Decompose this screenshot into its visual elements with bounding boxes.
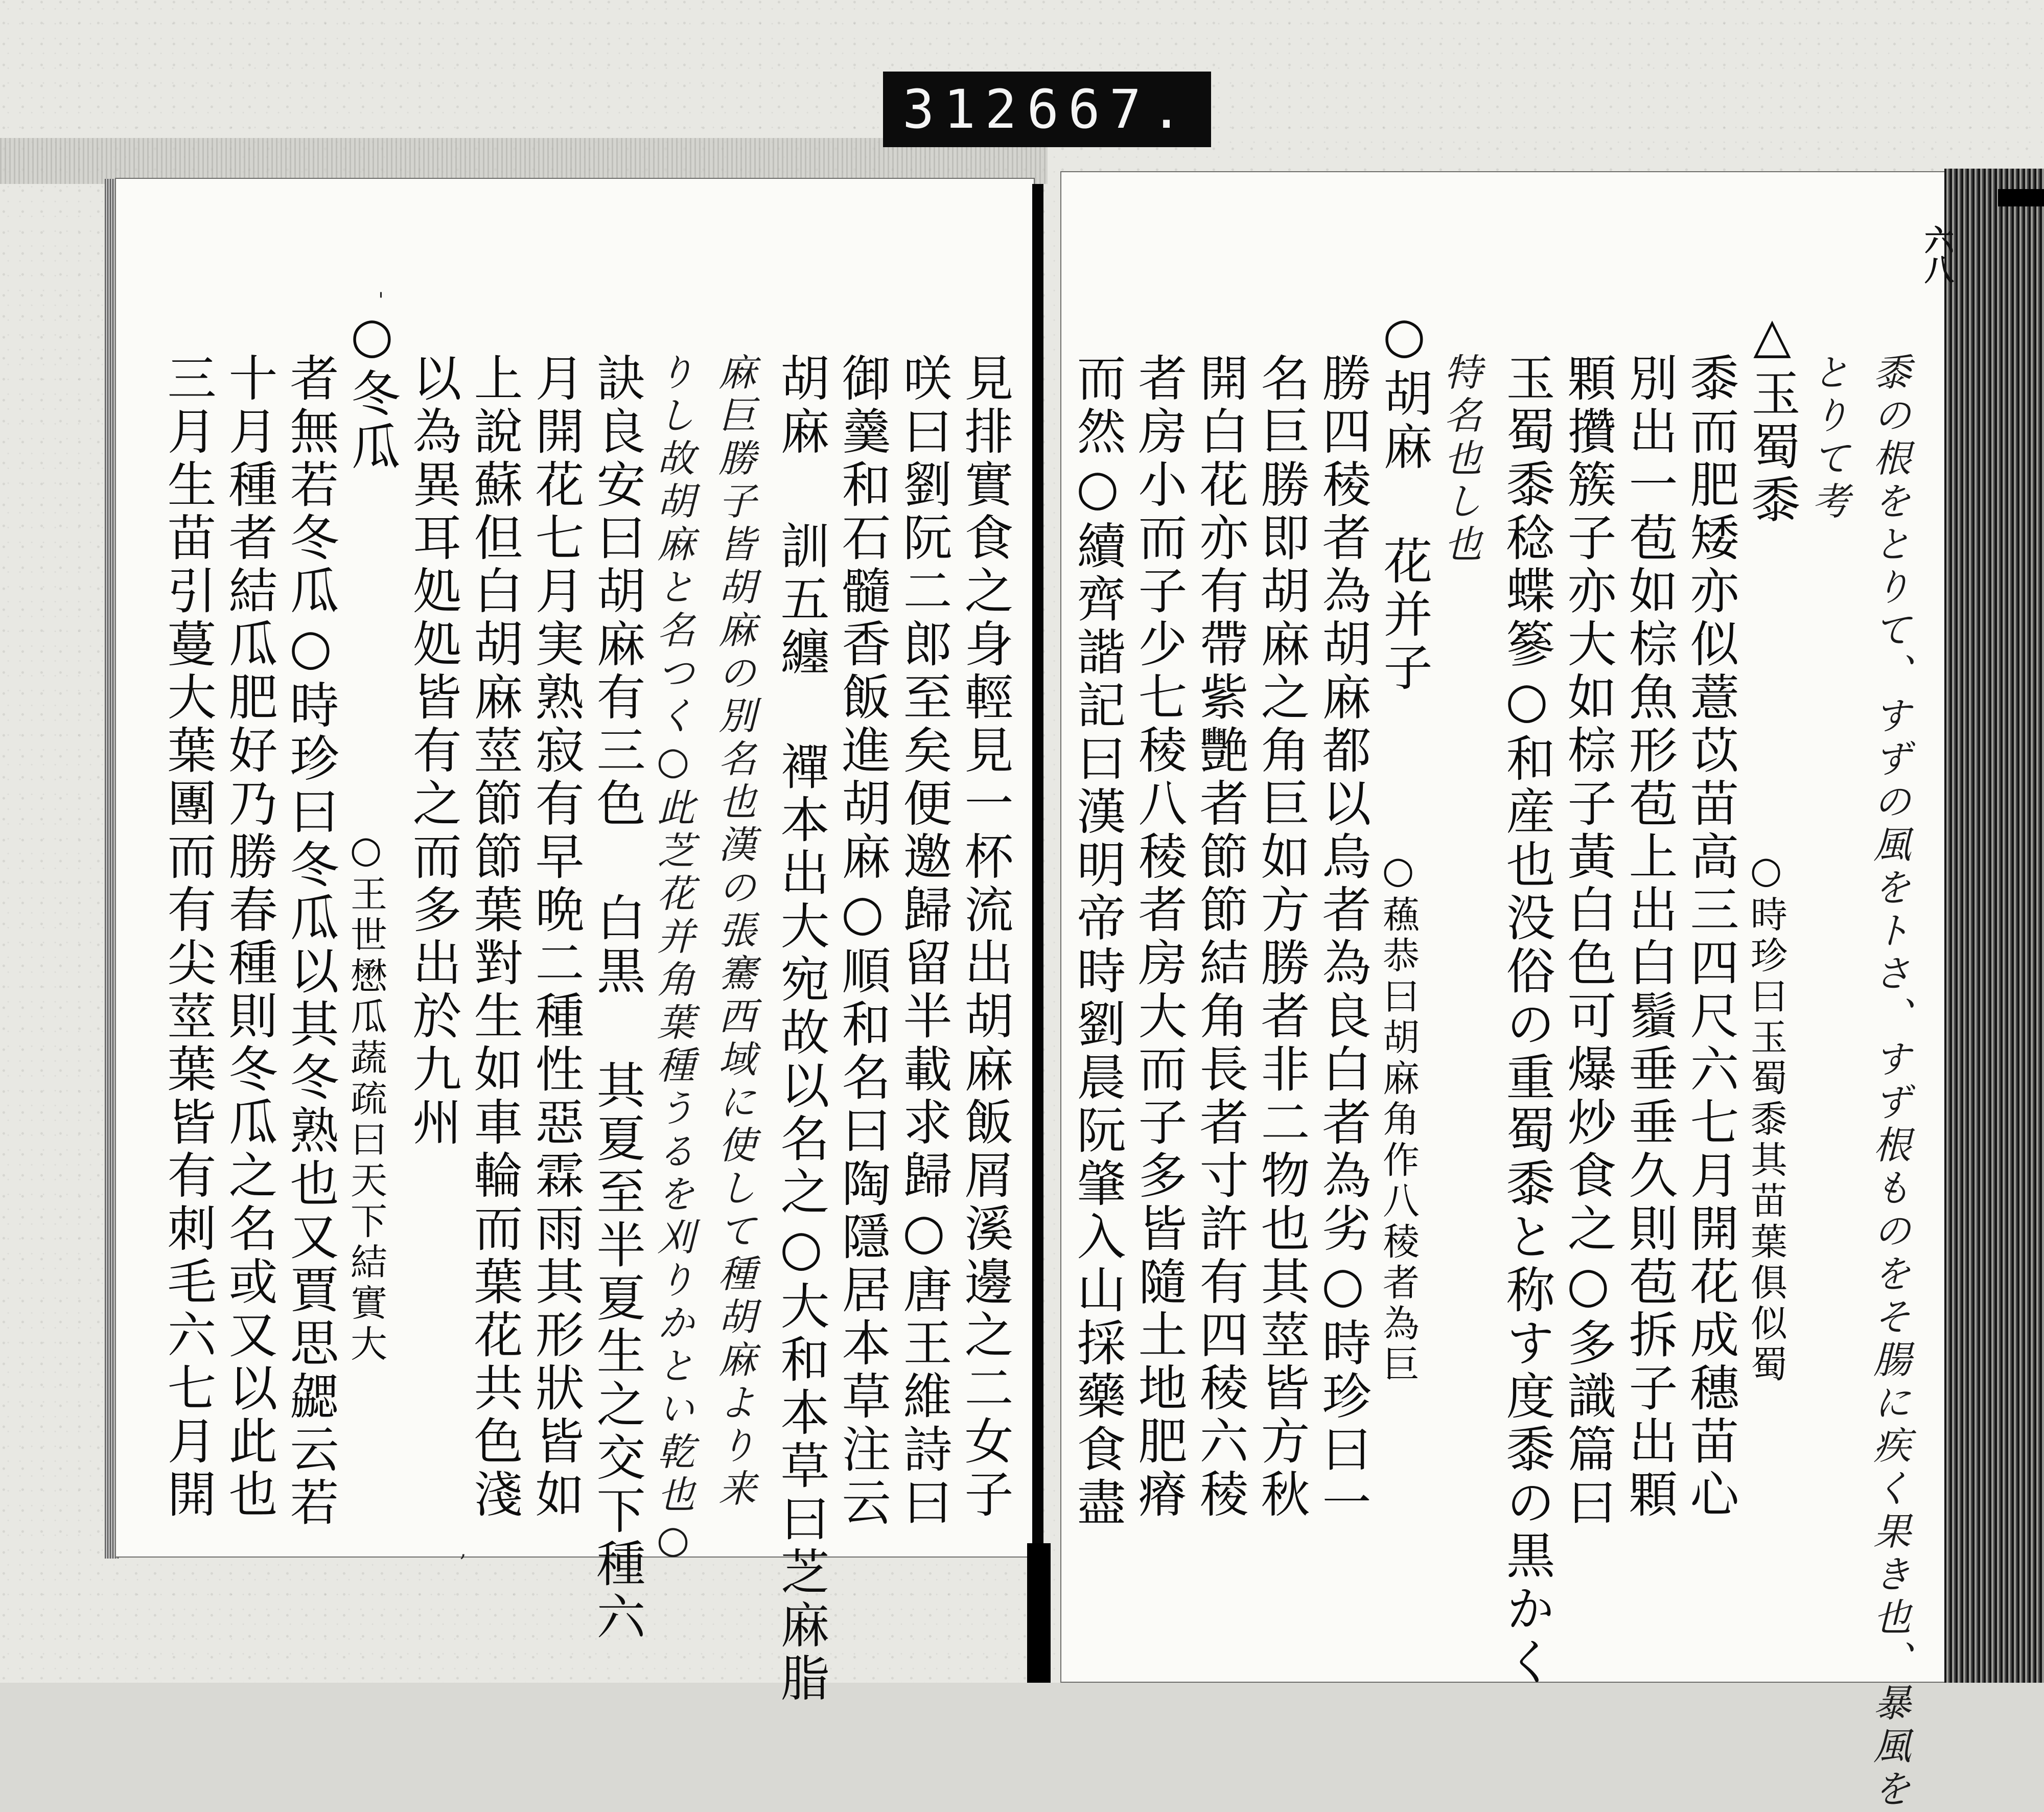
left-col-13: 十月種者結瓜肥好乃勝春種則冬瓜之名或又以此也	[221, 353, 278, 1522]
left-col-3: 御羹和石髓香飯進胡麻○順和名曰陶隱居本草注云	[834, 353, 891, 1530]
right-col-4: 黍而肥矮亦似薏苡苗高三四尺六七月開花成穗苗心	[1682, 353, 1739, 1522]
right-lower-2: ○蘓恭曰胡麻角作八稜者為巨	[1377, 848, 1420, 1386]
left-col-5: 麻巨勝子皆胡麻の別名也漢の張騫西域に使して種胡麻より来	[712, 353, 756, 1512]
page-number: 六八	[1919, 225, 1954, 284]
right-col-6: 顆攢簇子亦大如棕子黃白色可爆炒食之○多識篇曰	[1560, 353, 1617, 1530]
right-col-8: 特名也し也	[1438, 353, 1482, 567]
right-lower-1: ○時珍曰玉蜀黍其苗葉俱似蜀	[1745, 848, 1787, 1386]
right-col-11: 名巨勝即胡麻之角巨如方勝者非二物也其莖皆方秋	[1253, 353, 1310, 1522]
right-col-1: 黍の根をとりて、すずの風をトさ、すず根ものをそ腸に疾く果き也、暴風を	[1867, 353, 1911, 1812]
label-left-number: 312	[902, 78, 1026, 141]
right-col-5: 別出一苞如棕魚形苞上出白鬚垂垂久則苞拆子出顆	[1621, 353, 1678, 1522]
right-col-9: ○胡麻 花并子	[1376, 307, 1433, 695]
archive-label-plate	[883, 72, 1211, 147]
right-col-10: 勝四稜者為胡麻都以烏者為良白者為劣○時珍曰一	[1314, 353, 1372, 1530]
left-col-8: 月開花七月実熟寂有早晩二種性惡霖雨其形狀皆如	[527, 353, 585, 1522]
left-col-10: 以為異耳処処皆有之而多出於九州	[405, 353, 462, 1150]
left-col-11: ○冬瓜	[343, 307, 401, 474]
label-right-number: 667.	[1027, 78, 1192, 141]
right-col-14: 而然○續齊諧記曰漢明帝時劉晨阮肇入山採藥食盡	[1069, 353, 1126, 1530]
book-spine-base	[1027, 1543, 1051, 1683]
left-col-2: 咲曰劉阮二郎至矣便邀歸留半載求歸○唐王維詩曰	[895, 353, 953, 1530]
left-col-14: 三月生苗引蔓大葉團而有尖莖葉皆有刺毛六七月開	[159, 353, 217, 1522]
stray-mark-top: '	[378, 289, 384, 312]
left-lower-1: ○王世懋瓜蔬疏曰天下結實大	[344, 828, 387, 1365]
right-page-stack	[1944, 169, 2044, 1683]
right-stack-shadow	[1998, 189, 2044, 206]
left-col-9: 上說蘇但白胡麻莖節節葉對生如車輪而葉花共色淺	[466, 353, 523, 1522]
right-col-2: とりて考	[1806, 353, 1850, 524]
left-col-1: 見排實食之身輕見一杯流出胡麻飯屑溪邊之二女子	[957, 353, 1014, 1522]
right-col-7: 玉蜀黍稔蝶篸○和産也没俗の重蜀黍と称す度黍の黒かく	[1498, 353, 1555, 1689]
left-col-6: りし故胡麻と名つく○此芝花并角葉種うるを刈りかとい乾也○	[651, 353, 695, 1567]
left-col-4: 胡麻 訓五纏 襌本出大宛故以名之○大和本草曰芝麻脂	[773, 353, 830, 1706]
left-col-12: 者無若冬瓜○時珍曰冬瓜以其冬熟也又賈思勰云若	[282, 353, 339, 1530]
left-col-7: 訣良安曰胡麻有三色 白黒 其夏至半夏生之交下種六	[589, 353, 646, 1644]
right-col-13: 者房小而子少七稜八稜者房大而子多皆隨土地肥瘠	[1130, 353, 1188, 1522]
right-col-3: △玉蜀黍	[1744, 307, 1801, 527]
book-spine	[1032, 184, 1043, 1683]
right-col-12: 開白花亦有帶紫艷者節節結角長者寸許有四稜六稜	[1192, 353, 1249, 1522]
stray-mark-bottom: ,	[460, 1538, 467, 1562]
